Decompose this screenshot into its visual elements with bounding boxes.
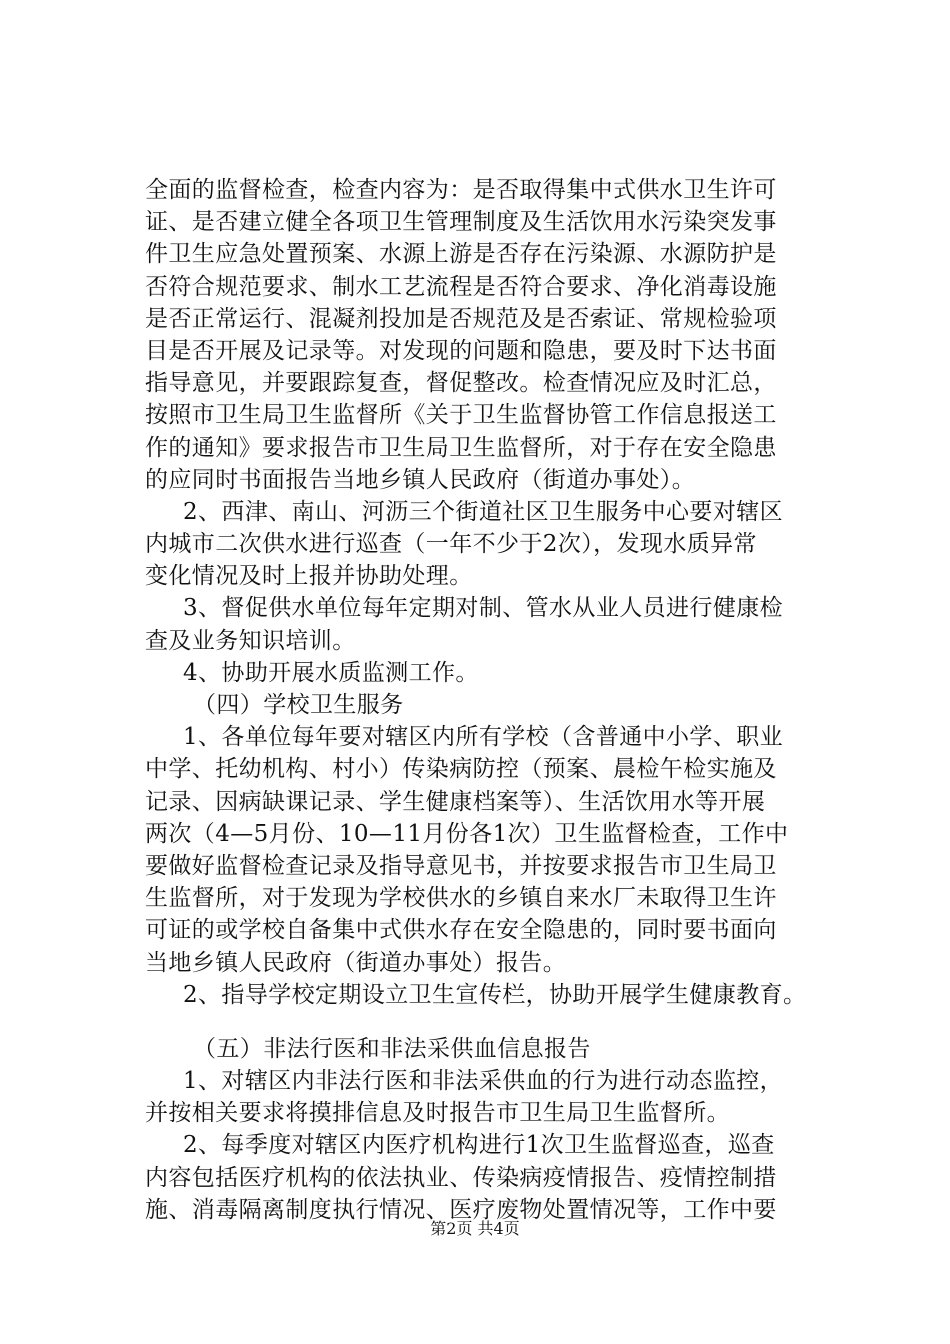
text-line: 记录、因病缺课记录、学生健康档案等）、生活饮用水等开展 bbox=[145, 788, 766, 815]
text-line: 3、督促供水单位每年定期对制、管水从业人员进行健康检 bbox=[183, 595, 784, 622]
text-line: （四）学校卫生服务 bbox=[193, 692, 404, 718]
text-line: 要做好监督检查记录及指导意见书，并按要求报告市卫生局卫 bbox=[145, 852, 777, 879]
text-line: 指导意见，并要跟踪复查，督促整改。检查情况应及时汇总， bbox=[145, 370, 777, 397]
paragraph-gap bbox=[145, 1011, 845, 1033]
text-line: 可证的或学校自备集中式供水存在安全隐患的，同时要书面向 bbox=[145, 917, 777, 944]
text-line: 的应同时书面报告当地乡镇人民政府（街道办事处）。 bbox=[145, 466, 696, 493]
text-line: 2、指导学校定期设立卫生宣传栏，协助开展学生健康教育。 bbox=[183, 981, 807, 1008]
text-line: 证、是否建立健全各项卫生管理制度及生活饮用水污染突发事 bbox=[145, 209, 777, 236]
document-body bbox=[145, 174, 845, 1226]
text-line: 生监督所，对于发现为学校供水的乡镇自来水厂未取得卫生许 bbox=[145, 885, 777, 912]
text-line: 中学、托幼机构、村小）传染病防控（预案、晨检午检实施及 bbox=[145, 756, 777, 783]
text-line: 按照市卫生局卫生监督所《关于卫生监督协管工作信息报送工 bbox=[145, 402, 777, 429]
text-line: 查及业务知识培训。 bbox=[145, 627, 356, 654]
text-line: 变化情况及时上报并协助处理。 bbox=[145, 563, 473, 590]
text-line: 件卫生应急处置预案、水源上游是否存在污染源、水源防护是 bbox=[145, 241, 777, 268]
text-line: 1、各单位每年要对辖区内所有学校（含普通中小学、职业 bbox=[183, 724, 784, 751]
text-line: 2、西津、南山、河沥三个街道社区卫生服务中心要对辖区 bbox=[183, 498, 784, 525]
text-line: 当地乡镇人民政府（街道办事处）报告。 bbox=[145, 949, 567, 976]
page-footer: 第2页 共4页 bbox=[430, 1219, 520, 1238]
text-line: 否符合规范要求、制水工艺流程是否符合要求、净化消毒设施 bbox=[145, 273, 777, 300]
text-line: 是否正常运行、混凝剂投加是否规范及是否索证、常规检验项 bbox=[145, 305, 777, 332]
text-line: 内城市二次供水进行巡查（一年不少于2次），发现水质异常 bbox=[145, 531, 757, 558]
text-line: 目是否开展及记录等。对发现的问题和隐患，要及时下达书面 bbox=[145, 337, 777, 364]
text-line: 内容包括医疗机构的依法执业、传染病疫情报告、疫情控制措 bbox=[145, 1164, 777, 1191]
text-line: 4、协助开展水质监测工作。 bbox=[183, 659, 479, 686]
text-line: （五）非法行医和非法采供血信息报告 bbox=[193, 1035, 591, 1062]
text-line: 1、对辖区内非法行医和非法采供血的行为进行动态监控， bbox=[183, 1068, 784, 1095]
text-line: 2、每季度对辖区内医疗机构进行1次卫生监督巡查，巡查 bbox=[183, 1132, 775, 1159]
text-line: 全面的监督检查，检查内容为：是否取得集中式供水卫生许可 bbox=[145, 177, 777, 203]
text-line: 施、消毒隔离制度执行情况、医疗废物处置情况等，工作中要 bbox=[145, 1196, 777, 1223]
text-line: 两次（4—5月份、10—11月份各1次）卫生监督检查，工作中 bbox=[145, 820, 789, 847]
text-line: 作的通知》要求报告市卫生局卫生监督所，对于存在安全隐患 bbox=[145, 434, 777, 461]
text-line: 并按相关要求将摸排信息及时报告市卫生局卫生监督所。 bbox=[145, 1100, 730, 1127]
